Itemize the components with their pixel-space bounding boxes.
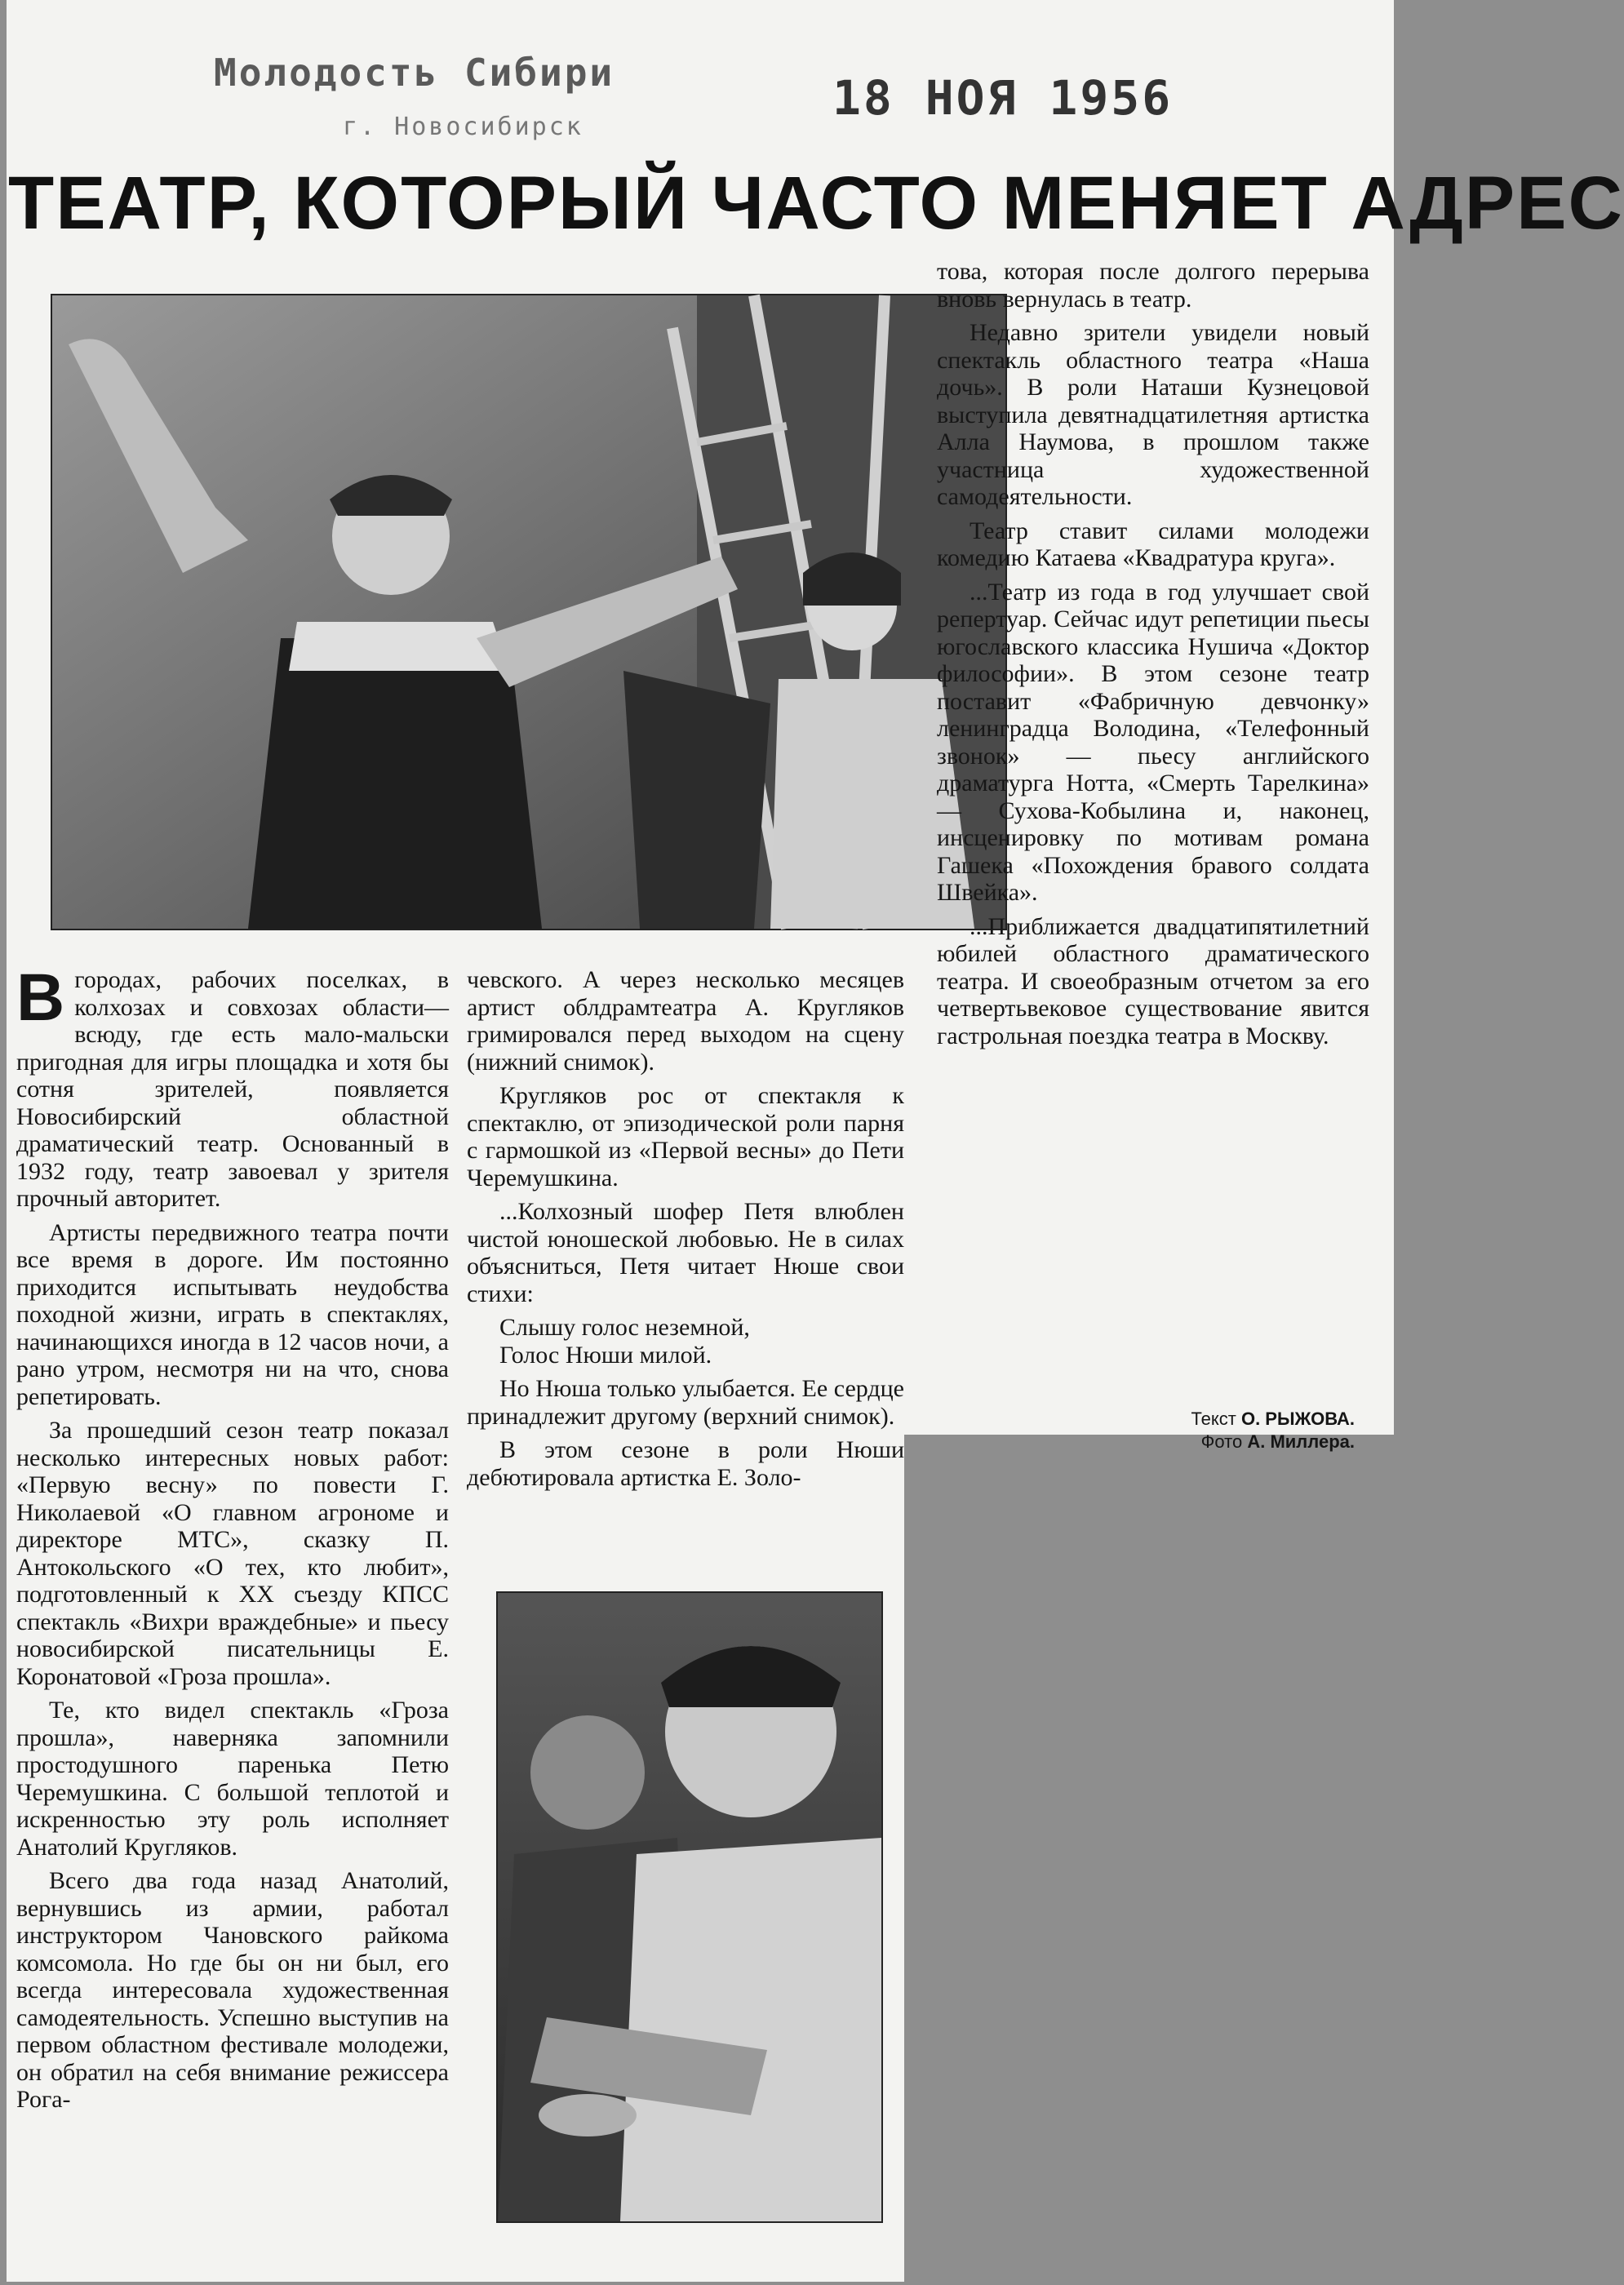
credit-label: Текст: [1191, 1409, 1236, 1429]
paragraph: В этом сезоне в роли Нюши дебютировала артистка Е. Золо-: [467, 1436, 904, 1491]
article-column-3: [937, 258, 1369, 1056]
paragraph: [16, 961, 449, 1213]
credit-author: А. Миллера.: [1247, 1431, 1355, 1452]
paragraph: Те, кто видел спектакль «Гроза прошла», наверняка запомнили простодушного паренька Петю Черемушкина. С большой теплотой и искренностью эту роль исполняет Анатолий Кругляков.: [16, 1697, 449, 1861]
photo-credit: [1085, 1431, 1355, 1453]
paragraph: ...Приближается двадцатипятилетний юбилей областного драматического театра. И своеобразным отчетом за его четвертьвековое существование явится гастрольная поездка театра в Москву.: [937, 912, 1369, 1049]
verse-line: Слышу голос неземной,: [499, 1314, 750, 1341]
paragraph: това, которая после долгого перерыва вновь вернулась в театр.: [937, 258, 1369, 313]
text-credit: [1085, 1408, 1355, 1431]
verse-line: Голос Нюши милой.: [499, 1341, 712, 1369]
top-photo: [51, 294, 1007, 930]
article-column-2: [467, 966, 904, 1497]
date-stamp: 18 НОЯ 1956: [832, 70, 1174, 126]
paragraph: За прошедший сезон театр показал несколько интересных новых работ: «Первую весну» по повести Г. Николаевой «О главном агрономе и директоре МТС», сказку П. Антокольского «О тех, кто любит», подготовленный к XX съезду КПСС спектакль «Вихри враждебные» и пьесу новосибирской писательницы Е. Коронатовой «Гроза прошла».: [16, 1417, 449, 1690]
credit-author: О. РЫЖОВА.: [1240, 1409, 1355, 1429]
paragraph: Но Нюша только улыбается. Ее сердце принадлежит другому (верхний снимок).: [467, 1375, 904, 1430]
article-column-1: [16, 961, 449, 2120]
paragraph: чевского. А через несколько месяцев артист облдрамтеатра А. Кругляков гримировался перед выходом на сцену (нижний снимок).: [467, 966, 904, 1076]
credits: [1085, 1408, 1355, 1453]
paragraph: ...Театр из года в год улучшает свой репертуар. Сейчас идут репетиции пьесы югославского классика Нушича «Доктор философии». В этом сезоне театр поставит «Фабричную девчонку» ленинградца Володина, «Телефонный звонок» — пьесу английского драматурга Нотта, «Смерть Тарелкина» — Сухова-Кобылина и, наконец, инсценировку по мотивам романа Гашека «Похождения бравого солдата Швейка».: [937, 578, 1369, 906]
paragraph: Всего два года назад Анатолий, вернувшись из армии, работал инструктором Чановского райкома комсомола. Но где бы он ни был, его всегда интересовала художественная самодеятельность. Успешно выступив на первом областном фестивале молодежи, он обратил на себя внимание режиссера Рога-: [16, 1867, 449, 2113]
paragraph: Кругляков рос от спектакля к спектаклю, от эпизодической роли парня с гармошкой из «Первой весны» до Пети Черемушкина.: [467, 1082, 904, 1191]
newspaper-stamp: Молодость Сибири: [214, 51, 615, 95]
credit-label: Фото: [1200, 1431, 1243, 1452]
drop-cap: В: [16, 961, 65, 1035]
paragraph: Театр ставит силами молодежи комедию Катаева «Квадратура круга».: [937, 517, 1369, 571]
bottom-photo: [496, 1591, 883, 2223]
headline: ТЕАТР, КОТОРЫЙ ЧАСТО МЕНЯЕТ АДРЕС: [8, 162, 1624, 245]
city-stamp: г. Новосибирск: [343, 113, 583, 141]
paragraph: Артисты передвижного театра почти все время в дороге. Им постоянно приходится испытывать неудобства походной жизни, играть в спектаклях, начинающихся иногда в 12 часов ночи, а рано утром, несмотря ни на что, снова репетировать.: [16, 1218, 449, 1410]
paragraph: Недавно зрители увидели новый спектакль областного театра «Наша дочь». В роли Наташи Кузнецовой выступила девятнадцатилетняя артистка Алла Наумова, в прошлом также участница художественной самодеятельности.: [937, 319, 1369, 510]
actor-makeup-photo: [498, 1593, 881, 2221]
actors-on-stage-photo: [52, 295, 1005, 929]
paragraph: ...Колхозный шофер Петя влюблен чистой юношеской любовью. Не в силах объясниться, Петя читает Нюше свои стихи:: [467, 1198, 904, 1307]
paragraph-text: городах, рабочих поселках, в колхозах и совхозах области—всюду, где есть мало-мальски пригодная для игры площадка и хотя бы сотня зрителей, появляется Новосибирский областной драматический театр. Основанный в 1932 году, театр завоевал у зрителя прочный авторитет.: [16, 966, 449, 1212]
